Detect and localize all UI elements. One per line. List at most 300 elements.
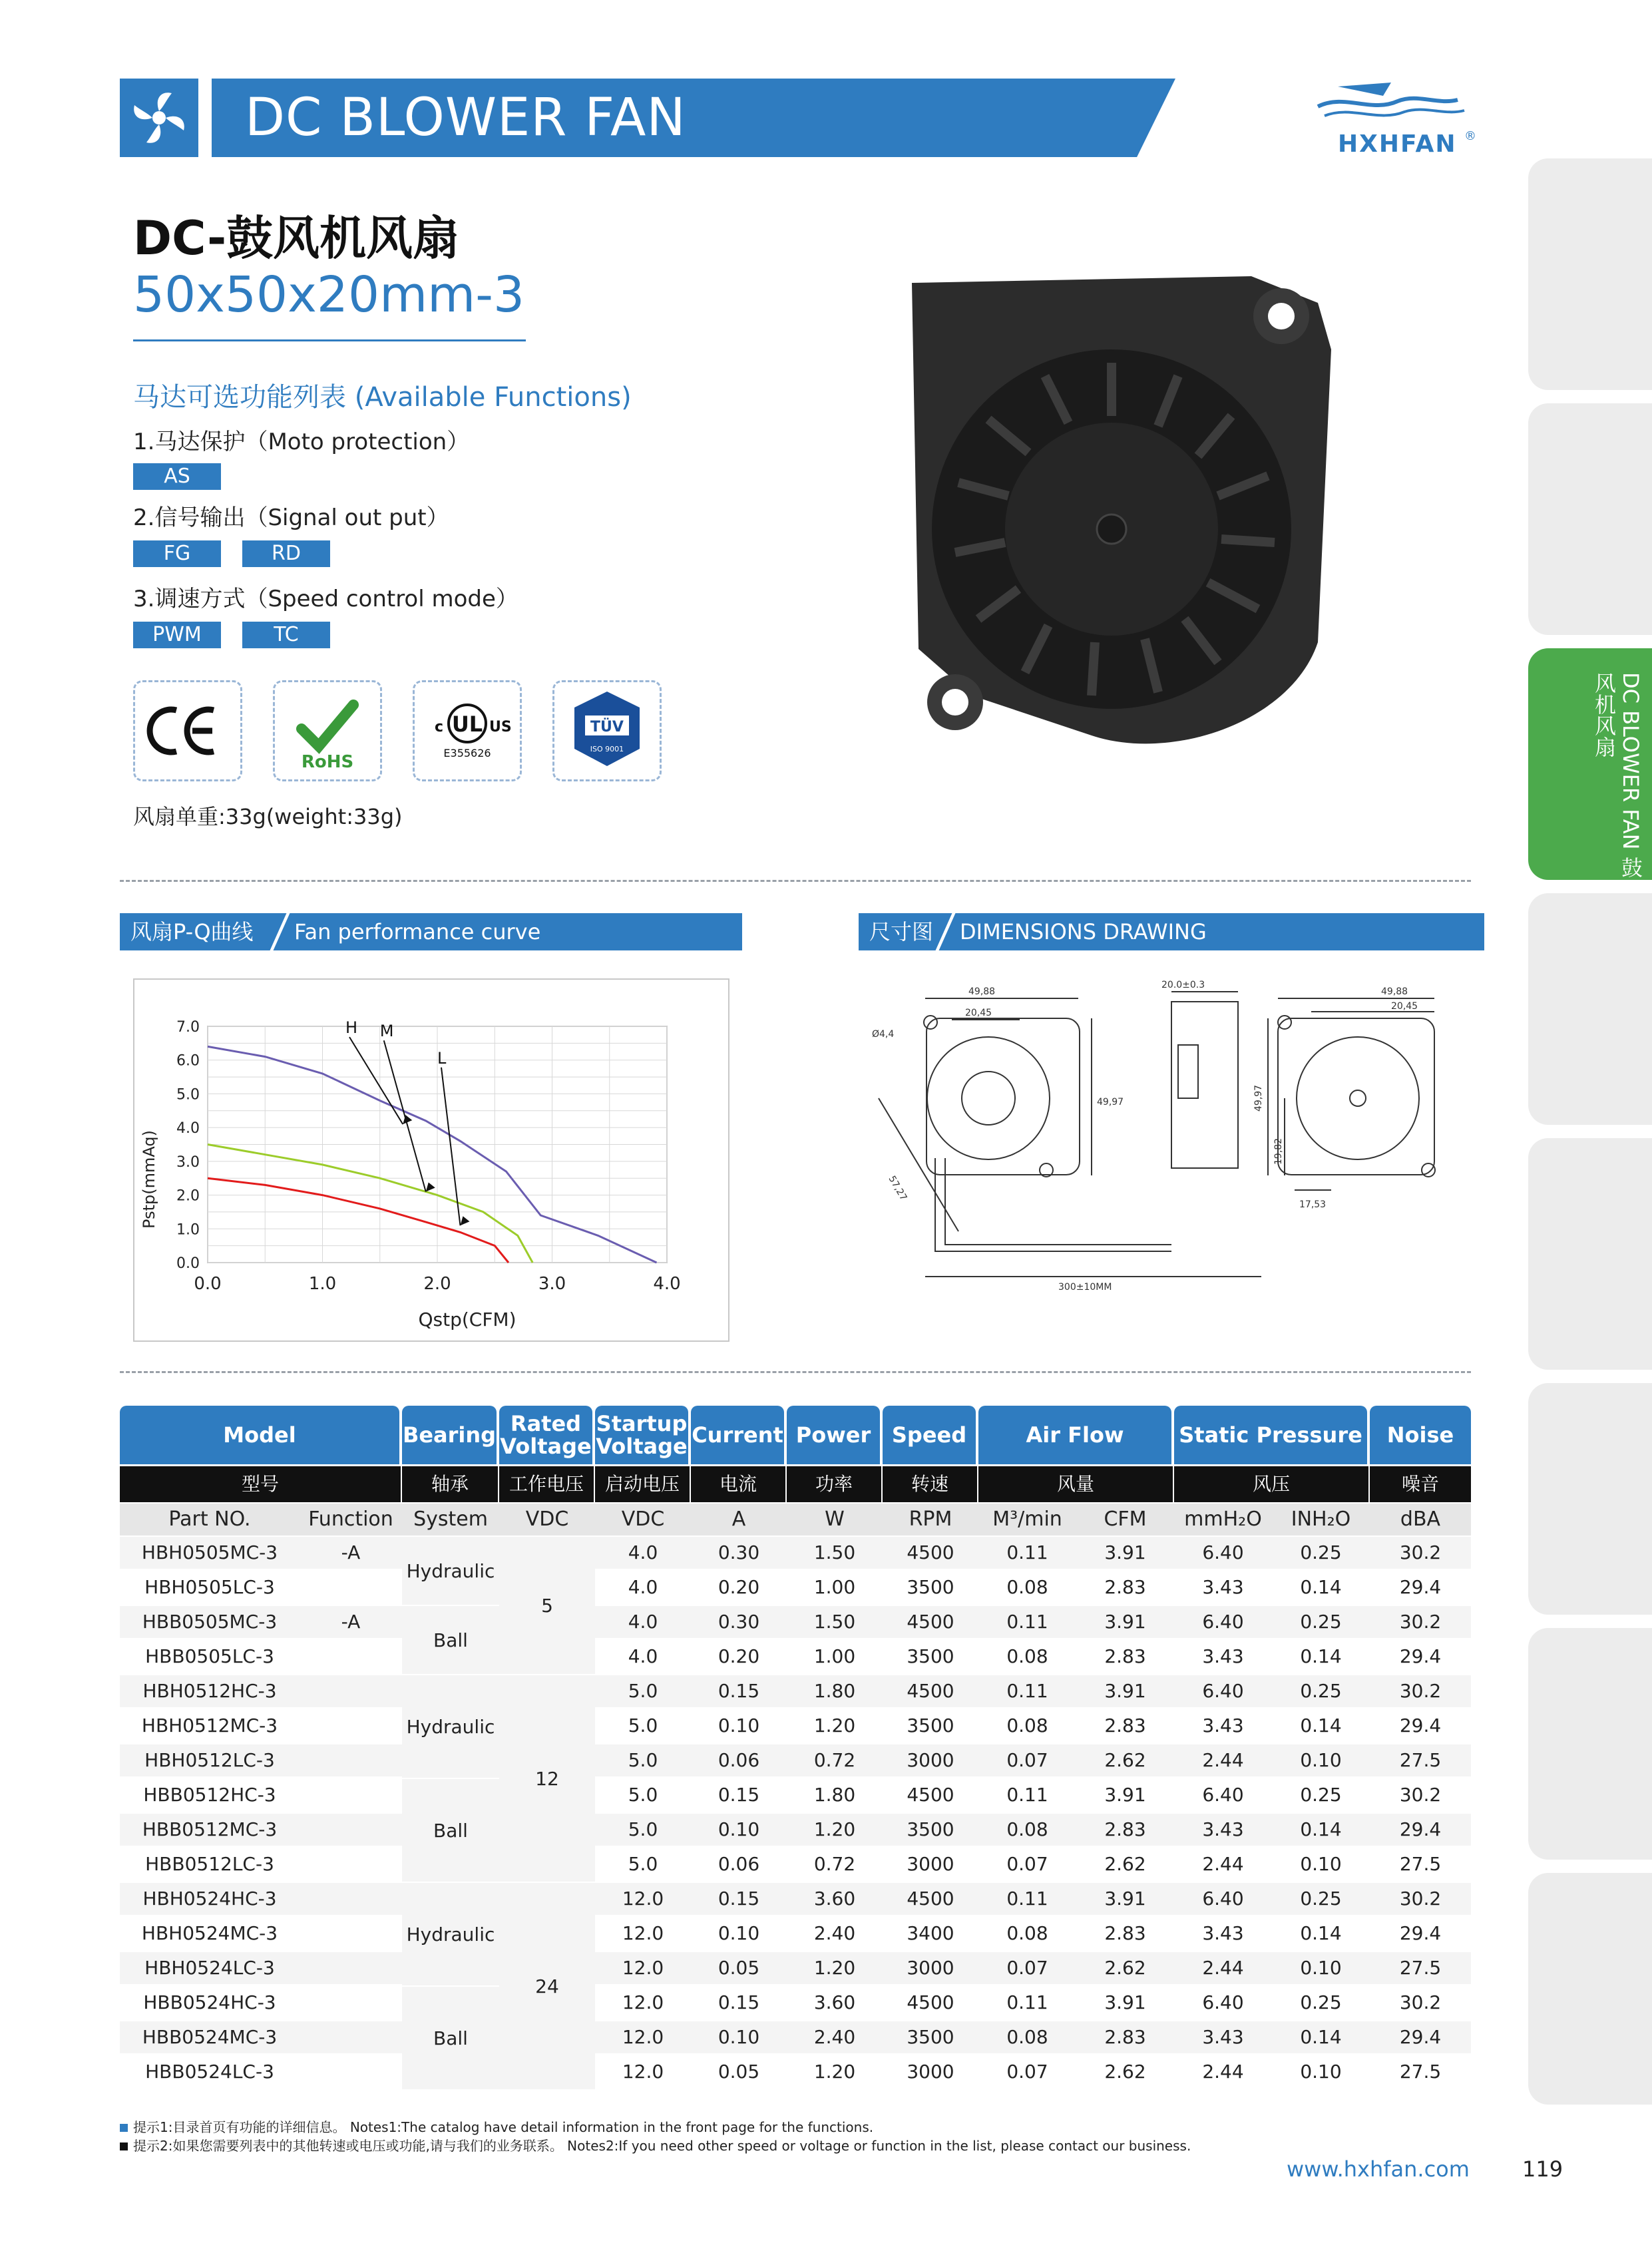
unit-function: Function	[308, 1508, 393, 1531]
dim-hole: Ø4,4	[872, 1029, 895, 1040]
cell-airflow-cfm: 3.91	[1104, 1888, 1146, 1910]
th-noise: Noise	[1370, 1406, 1471, 1464]
tuv-cert-icon	[552, 680, 662, 781]
cell-power: 3.60	[813, 1991, 856, 2013]
cell-noise: 27.5	[1399, 1749, 1442, 1771]
cell-startup-voltage: 12.0	[622, 1991, 664, 2013]
dim-offset-back: 20,45	[1391, 1001, 1418, 1012]
y-tick-label: 0.0	[176, 1255, 200, 1272]
chip-pwm: PWM	[133, 622, 221, 648]
table-row	[120, 1606, 1471, 1638]
cell-pressure-inh2o: 0.10	[1300, 1957, 1342, 1979]
cell-startup-voltage: 12.0	[622, 2026, 664, 2048]
cell-pressure-inh2o: 0.25	[1300, 1888, 1342, 1910]
cell-current: 0.10	[718, 2026, 760, 2048]
cell-part-no: HBB0505LC-3	[145, 1645, 274, 1667]
cell-function: -A	[341, 1541, 361, 1563]
page-number: 119	[1522, 2156, 1563, 2182]
product-title-cn: DC-鼓风机风扇	[133, 211, 460, 266]
ul-us-label: US	[489, 719, 512, 735]
y-tick-label: 6.0	[176, 1052, 200, 1070]
cell-part-no: HBB0505MC-3	[142, 1611, 278, 1633]
cell-function	[300, 1918, 402, 1949]
cell-current: 0.15	[718, 1888, 760, 1910]
cell-power: 3.60	[813, 1888, 856, 1910]
cell-pressure-mmh2o: 3.43	[1202, 1922, 1244, 1944]
cell-power: 0.72	[813, 1853, 856, 1875]
table-subheader	[120, 1466, 1471, 1502]
table-row	[120, 1744, 1471, 1776]
cell-airflow-m3: 0.11	[1006, 1680, 1048, 1702]
cell-airflow-cfm: 2.83	[1104, 1818, 1146, 1840]
cell-airflow-cfm: 2.62	[1104, 1749, 1146, 1771]
cell-power: 1.80	[813, 1784, 856, 1806]
cell-pressure-mmh2o: 6.40	[1202, 1541, 1244, 1563]
cell-pressure-inh2o: 0.10	[1300, 1749, 1342, 1771]
unit-mmh2o: mmH₂O	[1184, 1508, 1262, 1531]
dim-diagonal: 57,27	[886, 1174, 909, 1203]
sh-static-pressure: 风压	[1174, 1466, 1370, 1502]
th-power: Power	[787, 1406, 880, 1464]
brand-registered-mark: ®	[1464, 129, 1476, 143]
cell-startup-voltage: 5.0	[628, 1749, 658, 1771]
table-row	[120, 1952, 1471, 1984]
cell-pressure-mmh2o: 3.43	[1202, 1818, 1244, 1840]
side-tab-5[interactable]	[1528, 1138, 1652, 1370]
cell-noise: 30.2	[1399, 1991, 1442, 2013]
dim-width-back: 49,88	[1381, 986, 1408, 997]
cell-current: 0.05	[718, 2061, 760, 2083]
side-tab-label-cn: 鼓风机风扇	[1591, 672, 1643, 878]
cell-pressure-mmh2o: 6.40	[1202, 1611, 1244, 1633]
cell-startup-voltage: 4.0	[628, 1645, 658, 1667]
note-1-text: 提示1:目录首页有功能的详细信息。 Notes1:The catalog have detail information in the front page for the functions.	[133, 2119, 874, 2135]
cell-speed: 3400	[907, 1922, 954, 1944]
chip-rd: RD	[242, 540, 330, 567]
cell-part-no: HBH0524MC-3	[141, 1922, 278, 1944]
cell-pressure-mmh2o: 6.40	[1202, 1991, 1244, 2013]
cell-airflow-m3: 0.08	[1006, 2026, 1048, 2048]
table-unit-row	[120, 1504, 1471, 1535]
cell-current: 0.20	[718, 1576, 760, 1598]
cell-airflow-cfm: 2.83	[1104, 1922, 1146, 1944]
voltage-group-12: 12	[499, 1675, 595, 1883]
divider-1	[120, 880, 1471, 882]
side-tab-1[interactable]	[1528, 158, 1652, 390]
cell-pressure-inh2o: 0.14	[1300, 1922, 1342, 1944]
bearing-group-1: Hydraulic	[402, 1537, 499, 1606]
bearing-group-6: Ball	[402, 1987, 499, 2091]
y-tick-label: 3.0	[176, 1153, 200, 1171]
cell-airflow-m3: 0.08	[1006, 1818, 1048, 1840]
cell-airflow-m3: 0.08	[1006, 1576, 1048, 1598]
ul-cert-icon	[413, 680, 522, 781]
cell-function	[300, 1779, 402, 1811]
side-tab-active-label	[1538, 672, 1644, 892]
dim-offset-front: 20,45	[965, 1008, 992, 1018]
cell-pressure-mmh2o: 6.40	[1202, 1888, 1244, 1910]
y-axis-label: Pstp(mmAq)	[140, 1130, 158, 1229]
voltage-group-5: 5	[499, 1537, 595, 1675]
cell-function: -A	[341, 1611, 361, 1633]
cell-function	[300, 1571, 402, 1603]
cell-part-no: HBH0524LC-3	[144, 1957, 275, 1979]
table-row	[120, 2056, 1471, 2088]
dims-section-title-cn: 尺寸图	[869, 919, 934, 944]
th-current: Current	[691, 1406, 784, 1464]
cell-noise: 27.5	[1399, 1957, 1442, 1979]
table-row	[120, 1918, 1471, 1949]
table-row	[120, 1641, 1471, 1673]
side-tab-2[interactable]	[1528, 403, 1652, 635]
footer-url[interactable]: www.hxhfan.com	[1287, 2156, 1470, 2182]
page-title: DC BLOWER FAN	[245, 88, 686, 148]
cell-noise: 29.4	[1399, 1645, 1442, 1667]
bearing-group-4: Ball	[402, 1779, 499, 1883]
cell-airflow-cfm: 3.91	[1104, 1611, 1146, 1633]
x-tick-label: 0.0	[194, 1274, 222, 1294]
table-row	[120, 1814, 1471, 1846]
cell-startup-voltage: 5.0	[628, 1680, 658, 1702]
y-tick-label: 1.0	[176, 1221, 200, 1239]
table-row	[120, 1987, 1471, 2019]
cell-airflow-m3: 0.08	[1006, 1715, 1048, 1736]
ul-file-number: E355626	[443, 747, 491, 759]
cell-part-no: HBH0512LC-3	[144, 1749, 275, 1771]
cell-power: 0.72	[813, 1749, 856, 1771]
table-row	[120, 2021, 1471, 2053]
th-static-pressure: Static Pressure	[1174, 1406, 1367, 1464]
cell-speed: 3500	[907, 1576, 954, 1598]
series-pointer-l	[441, 1068, 461, 1225]
dimensions-drawing	[852, 978, 1478, 1305]
cell-speed: 4500	[907, 1611, 954, 1633]
cell-part-no: HBB0524LC-3	[145, 2061, 274, 2083]
bearing-group-5: Hydraulic	[402, 1883, 499, 1987]
cell-pressure-inh2o: 0.14	[1300, 1818, 1342, 1840]
cell-power: 1.20	[813, 1957, 856, 1979]
y-tick-label: 5.0	[176, 1086, 200, 1104]
cell-pressure-inh2o: 0.14	[1300, 1645, 1342, 1667]
chip-fg: FG	[133, 540, 221, 567]
curve-section-bar	[120, 913, 742, 950]
cell-current: 0.10	[718, 1818, 760, 1840]
cell-pressure-inh2o: 0.14	[1300, 2026, 1342, 2048]
cell-noise: 29.4	[1399, 1818, 1442, 1840]
x-axis-label: Qstp(CFM)	[418, 1309, 516, 1330]
cell-power: 1.00	[813, 1645, 856, 1667]
y-tick-label: 7.0	[176, 1019, 200, 1036]
cell-power: 1.20	[813, 1715, 856, 1736]
cell-airflow-cfm: 2.62	[1104, 1957, 1146, 1979]
pq-chart-svg	[134, 980, 728, 1340]
cell-airflow-m3: 0.08	[1006, 1922, 1048, 1944]
th-air-flow: Air Flow	[978, 1406, 1171, 1464]
cell-airflow-m3: 0.07	[1006, 2061, 1048, 2083]
unit-dba: dBA	[1400, 1508, 1441, 1531]
note-2-text: 提示2:如果您需要列表中的其他转速或电压或功能,请与我们的业务联系。 Notes2:If you need other speed or voltage or function in the list, please contact our business.	[133, 2138, 1191, 2154]
cell-power: 1.20	[813, 2061, 856, 2083]
series-label-h: H	[345, 1018, 358, 1038]
divider-2	[120, 1371, 1471, 1373]
cell-part-no: HBH0512HC-3	[142, 1680, 277, 1702]
cell-noise: 30.2	[1399, 1541, 1442, 1563]
tuv-sub-label: ISO 9001	[590, 745, 624, 753]
cell-noise: 27.5	[1399, 2061, 1442, 2083]
cell-part-no: HBH0524HC-3	[142, 1888, 277, 1910]
unit-current: A	[731, 1508, 746, 1531]
cell-power: 2.40	[813, 2026, 856, 2048]
cell-function	[300, 1883, 402, 1915]
curve-section-title-en: Fan performance curve	[294, 919, 541, 944]
cell-power: 1.50	[813, 1611, 856, 1633]
cell-airflow-m3: 0.07	[1006, 1957, 1048, 1979]
unit-m3min: M³/min	[992, 1508, 1062, 1531]
cell-speed: 3500	[907, 2026, 954, 2048]
product-photo	[892, 256, 1398, 762]
x-tick-label: 2.0	[423, 1274, 451, 1294]
cell-power: 1.20	[813, 1818, 856, 1840]
cell-current: 0.15	[718, 1680, 760, 1702]
series-arrow-head	[426, 1183, 435, 1192]
cell-pressure-inh2o: 0.25	[1300, 1991, 1342, 2013]
cell-function	[300, 1710, 402, 1742]
note-bullet-icon	[120, 2124, 128, 2132]
unit-inh2o: INH₂O	[1291, 1508, 1351, 1531]
cell-speed: 4500	[907, 1784, 954, 1806]
cell-speed: 3500	[907, 1645, 954, 1667]
cell-current: 0.06	[718, 1749, 760, 1771]
cell-startup-voltage: 4.0	[628, 1541, 658, 1563]
cell-airflow-cfm: 2.83	[1104, 2026, 1146, 2048]
th-startup-voltage: Startup Voltage	[595, 1406, 688, 1464]
cell-noise: 29.4	[1399, 1576, 1442, 1598]
series-label-m: M	[379, 1022, 394, 1041]
note-bullet-icon	[120, 2142, 128, 2150]
cell-current: 0.10	[718, 1922, 760, 1944]
unit-speed: RPM	[909, 1508, 952, 1531]
cell-startup-voltage: 12.0	[622, 1957, 664, 1979]
cell-pressure-mmh2o: 2.44	[1202, 1749, 1244, 1771]
cell-airflow-cfm: 2.83	[1104, 1576, 1146, 1598]
section-slash	[936, 913, 956, 950]
function-heading-protection: 1.马达保护（Moto protection）	[133, 429, 470, 455]
cell-function	[300, 1675, 402, 1707]
cell-function	[300, 1987, 402, 2019]
note-1	[120, 2117, 873, 2136]
sh-power: 功率	[787, 1466, 883, 1502]
cell-power: 1.00	[813, 1576, 856, 1598]
cell-noise: 29.4	[1399, 1922, 1442, 1944]
y-tick-label: 2.0	[176, 1187, 200, 1205]
x-tick-label: 3.0	[538, 1274, 566, 1294]
side-tab-4[interactable]	[1528, 893, 1652, 1125]
x-tick-label: 4.0	[653, 1274, 681, 1294]
cell-power: 1.80	[813, 1680, 856, 1702]
cell-power: 2.40	[813, 1922, 856, 1944]
cell-airflow-m3: 0.07	[1006, 1749, 1048, 1771]
cell-pressure-inh2o: 0.25	[1300, 1541, 1342, 1563]
cell-noise: 29.4	[1399, 2026, 1442, 2048]
cell-speed: 4500	[907, 1680, 954, 1702]
cell-power: 1.50	[813, 1541, 856, 1563]
cell-part-no: HBB0524HC-3	[143, 1991, 276, 2013]
cell-pressure-inh2o: 0.10	[1300, 1853, 1342, 1875]
side-tab-label-en: DC BLOWER FAN	[1618, 672, 1643, 850]
cell-airflow-m3: 0.08	[1006, 1645, 1048, 1667]
cell-pressure-mmh2o: 2.44	[1202, 1853, 1244, 1875]
cell-airflow-cfm: 3.91	[1104, 1784, 1146, 1806]
cell-airflow-cfm: 2.62	[1104, 1853, 1146, 1875]
dim-inlet-offset: 19,82	[1273, 1137, 1284, 1165]
cell-airflow-m3: 0.11	[1006, 1784, 1048, 1806]
cell-pressure-inh2o: 0.14	[1300, 1715, 1342, 1736]
product-size: 50x50x20mm-3	[133, 266, 525, 323]
cell-noise: 30.2	[1399, 1611, 1442, 1633]
unit-startup-vdc: VDC	[621, 1508, 665, 1531]
svg-text:UL: UL	[451, 712, 483, 737]
sh-current: 电流	[691, 1466, 787, 1502]
function-heading-speed: 3.调速方式（Speed control mode）	[133, 586, 518, 612]
cell-function	[300, 2021, 402, 2053]
cell-pressure-mmh2o: 3.43	[1202, 1645, 1244, 1667]
dim-cable-length: 300±10MM	[1058, 1282, 1112, 1293]
cell-startup-voltage: 12.0	[622, 1922, 664, 1944]
cell-noise: 30.2	[1399, 1784, 1442, 1806]
brand-name: HXHFAN	[1338, 130, 1457, 158]
cell-pressure-mmh2o: 6.40	[1202, 1680, 1244, 1702]
section-slash	[270, 913, 290, 950]
unit-system: System	[413, 1508, 488, 1531]
series-label-l: L	[437, 1048, 447, 1068]
cell-pressure-inh2o: 0.25	[1300, 1611, 1342, 1633]
sh-noise: 噪音	[1401, 1473, 1439, 1495]
unit-rated-vdc: VDC	[525, 1508, 569, 1531]
cell-current: 0.30	[718, 1611, 760, 1633]
cell-airflow-cfm: 2.62	[1104, 2061, 1146, 2083]
curve-section-title-cn: 风扇P-Q曲线	[130, 919, 254, 944]
cell-noise: 30.2	[1399, 1680, 1442, 1702]
cell-noise: 29.4	[1399, 1715, 1442, 1736]
pq-chart	[133, 978, 729, 1342]
cell-startup-voltage: 5.0	[628, 1784, 658, 1806]
unit-part-no: Part NO.	[168, 1508, 251, 1531]
cell-function	[300, 1848, 402, 1880]
tuv-label: TÜV	[590, 719, 624, 735]
table-row	[120, 1675, 1471, 1707]
side-tab-6[interactable]	[1528, 1383, 1652, 1615]
cell-speed: 3000	[907, 1957, 954, 1979]
th-model: Model	[120, 1406, 399, 1464]
cell-function	[300, 1744, 402, 1776]
dim-height-front: 49,97	[1097, 1097, 1124, 1108]
cell-airflow-cfm: 2.83	[1104, 1645, 1146, 1667]
series-arrow-head	[461, 1216, 470, 1225]
cell-speed: 3000	[907, 2061, 954, 2083]
table-row	[120, 1571, 1471, 1603]
table-row	[120, 1883, 1471, 1915]
th-bearing: Bearing	[402, 1406, 497, 1464]
bearing-group-2: Ball	[402, 1606, 499, 1675]
cell-speed: 3000	[907, 1853, 954, 1875]
cell-current: 0.15	[718, 1991, 760, 2013]
dim-depth: 20.0±0.3	[1161, 980, 1205, 990]
cell-current: 0.06	[718, 1853, 760, 1875]
cell-pressure-mmh2o: 3.43	[1202, 1715, 1244, 1736]
cell-part-no: HBB0512LC-3	[145, 1853, 274, 1875]
cell-pressure-inh2o: 0.10	[1300, 2061, 1342, 2083]
dims-section-title-en: DIMENSIONS DRAWING	[960, 919, 1207, 944]
cell-startup-voltage: 4.0	[628, 1611, 658, 1633]
cell-function	[300, 1952, 402, 1984]
sh-model: 型号	[120, 1466, 402, 1502]
cell-noise: 27.5	[1399, 1853, 1442, 1875]
x-tick-label: 1.0	[308, 1274, 337, 1294]
cell-startup-voltage: 5.0	[628, 1715, 658, 1736]
side-tab-8[interactable]	[1528, 1873, 1652, 2105]
cell-startup-voltage: 5.0	[628, 1818, 658, 1840]
dims-section-bar	[859, 913, 1484, 950]
cell-current: 0.30	[718, 1541, 760, 1563]
function-heading-signal: 2.信号输出（Signal out put）	[133, 505, 449, 531]
cell-speed: 3500	[907, 1715, 954, 1736]
cell-startup-voltage: 4.0	[628, 1576, 658, 1598]
dim-height-back: 49,97	[1253, 1084, 1264, 1112]
cell-speed: 4500	[907, 1541, 954, 1563]
cell-airflow-cfm: 3.91	[1104, 1991, 1146, 2013]
cell-pressure-mmh2o: 2.44	[1202, 2061, 1244, 2083]
cell-pressure-mmh2o: 3.43	[1202, 1576, 1244, 1598]
table-header	[120, 1406, 1471, 1466]
cell-current: 0.20	[718, 1645, 760, 1667]
chip-tc: TC	[242, 622, 330, 648]
cell-startup-voltage: 12.0	[622, 1888, 664, 1910]
cell-current: 0.10	[718, 1715, 760, 1736]
sh-bearing: 轴承	[402, 1466, 499, 1502]
cell-airflow-cfm: 3.91	[1104, 1680, 1146, 1702]
th-rated-voltage: Rated Voltage	[499, 1406, 592, 1464]
fan-weight: 风扇单重:33g(weight:33g)	[133, 804, 403, 829]
dim-width-front: 49,88	[968, 986, 996, 997]
cell-function	[300, 1814, 402, 1846]
cell-noise: 30.2	[1399, 1888, 1442, 1910]
cell-speed: 4500	[907, 1888, 954, 1910]
available-functions-title: 马达可选功能列表 (Available Functions)	[133, 382, 632, 413]
cell-pressure-inh2o: 0.14	[1300, 1576, 1342, 1598]
cell-function	[300, 1641, 402, 1673]
cell-part-no: HBB0512MC-3	[142, 1818, 278, 1840]
note-2	[120, 2135, 1191, 2154]
dim-inlet-width: 17,53	[1299, 1199, 1327, 1210]
voltage-group-24: 24	[499, 1883, 595, 2091]
cell-startup-voltage: 12.0	[622, 2061, 664, 2083]
sh-air-flow: 风量	[978, 1466, 1174, 1502]
cell-airflow-m3: 0.11	[1006, 1541, 1048, 1563]
cell-part-no: HBB0512HC-3	[143, 1784, 276, 1806]
cell-part-no: HBB0524MC-3	[142, 2026, 278, 2048]
rohs-cert-icon	[273, 680, 382, 781]
cell-airflow-cfm: 3.91	[1104, 1541, 1146, 1563]
cell-pressure-mmh2o: 2.44	[1202, 1957, 1244, 1979]
cell-part-no: HBH0505LC-3	[144, 1576, 275, 1598]
table-row	[120, 1710, 1471, 1742]
side-tab-7[interactable]	[1528, 1628, 1652, 1860]
sh-speed: 转速	[883, 1466, 978, 1502]
rohs-label: RoHS	[301, 752, 354, 772]
series-line-m	[208, 1145, 532, 1263]
chip-as: AS	[133, 463, 221, 490]
cell-current: 0.05	[718, 1957, 760, 1979]
